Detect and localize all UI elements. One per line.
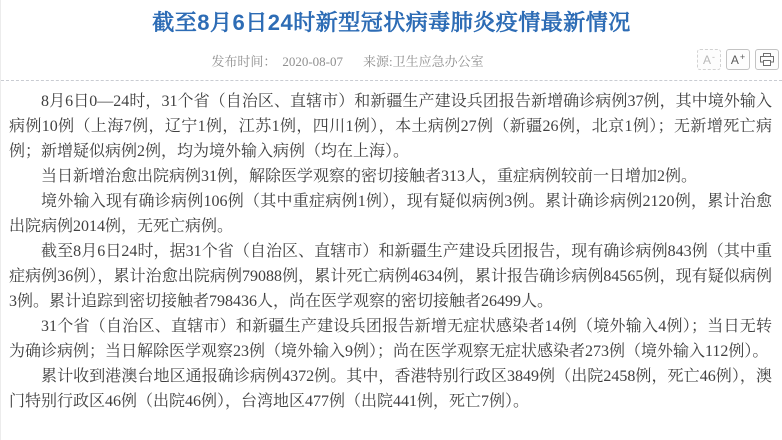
plus-sign: + [739,52,746,62]
paragraph-2: 当日新增治愈出院病例31例，解除医学观察的密切接触者313人，重症病例较前一日增加2例。 [41,168,698,185]
source-label: 来源: [363,54,393,69]
font-increase-button[interactable] [726,49,750,70]
minus-sign: - [712,52,715,62]
paragraph-1: 8月6日0—24时，31个省（自治区、直辖市）和新疆生产建设兵团报告新增确诊病例37例，其中境外输入病例10例（上海7例，辽宁1例，江苏1例，四川1例），本土病例27例（新疆26例，北京1例）；无新增死亡病例；新增疑似病例2例，均为境外输入病例（均在上海）。 [9,93,772,160]
meta-row [1,51,782,77]
page-title: 截至8月6日24时新型冠状病毒肺炎疫情最新情况 [152,10,631,35]
font-decrease-label: A [702,52,711,67]
publish-info [1,51,782,73]
font-print-toolbar [697,49,779,70]
paragraph-4: 截至8月6日24时，据31个省（自治区、直辖市）和新疆生产建设兵团报告，现有确诊病例843例（其中重症病例36例），累计治愈出院病例79088例，累计死亡病例4634例，累计报告确诊病例84565例，现有疑似病例3例。累计追踪到密切接触者798436人，尚在医学观察的密切接触者26499人。 [9,243,772,310]
paragraph-6: 累计收到港澳台地区通报确诊病例4372例。其中，香港特别行政区3849例（出院2458例，死亡46例），澳门特别行政区46例（出院46例），台湾地区477例（出院441例，死亡7例）。 [9,368,772,410]
font-decrease-button[interactable] [697,49,721,70]
publish-time-label: 发布时间： [211,54,277,69]
source-value: 卫生应急办公室 [392,54,484,69]
printer-icon [760,53,774,66]
article-body [1,81,782,414]
paragraph-5: 31个省（自治区、直辖市）和新疆生产建设兵团报告新增无症状感染者14例（境外输入4例）；当日无转为确诊病例；当日解除医学观察23例（境外输入9例）；尚在医学观察无症状感染者273例（境外输入112例）。 [9,318,772,360]
print-button[interactable] [755,49,779,70]
publish-date: 2020-08-07 [282,54,344,69]
paragraph-3: 境外输入现有确诊病例106例（其中重症病例1例），现有疑似病例3例。累计确诊病例2120例，累计治愈出院病例2014例，无死亡病例。 [9,193,772,235]
font-increase-label: A [730,52,739,67]
